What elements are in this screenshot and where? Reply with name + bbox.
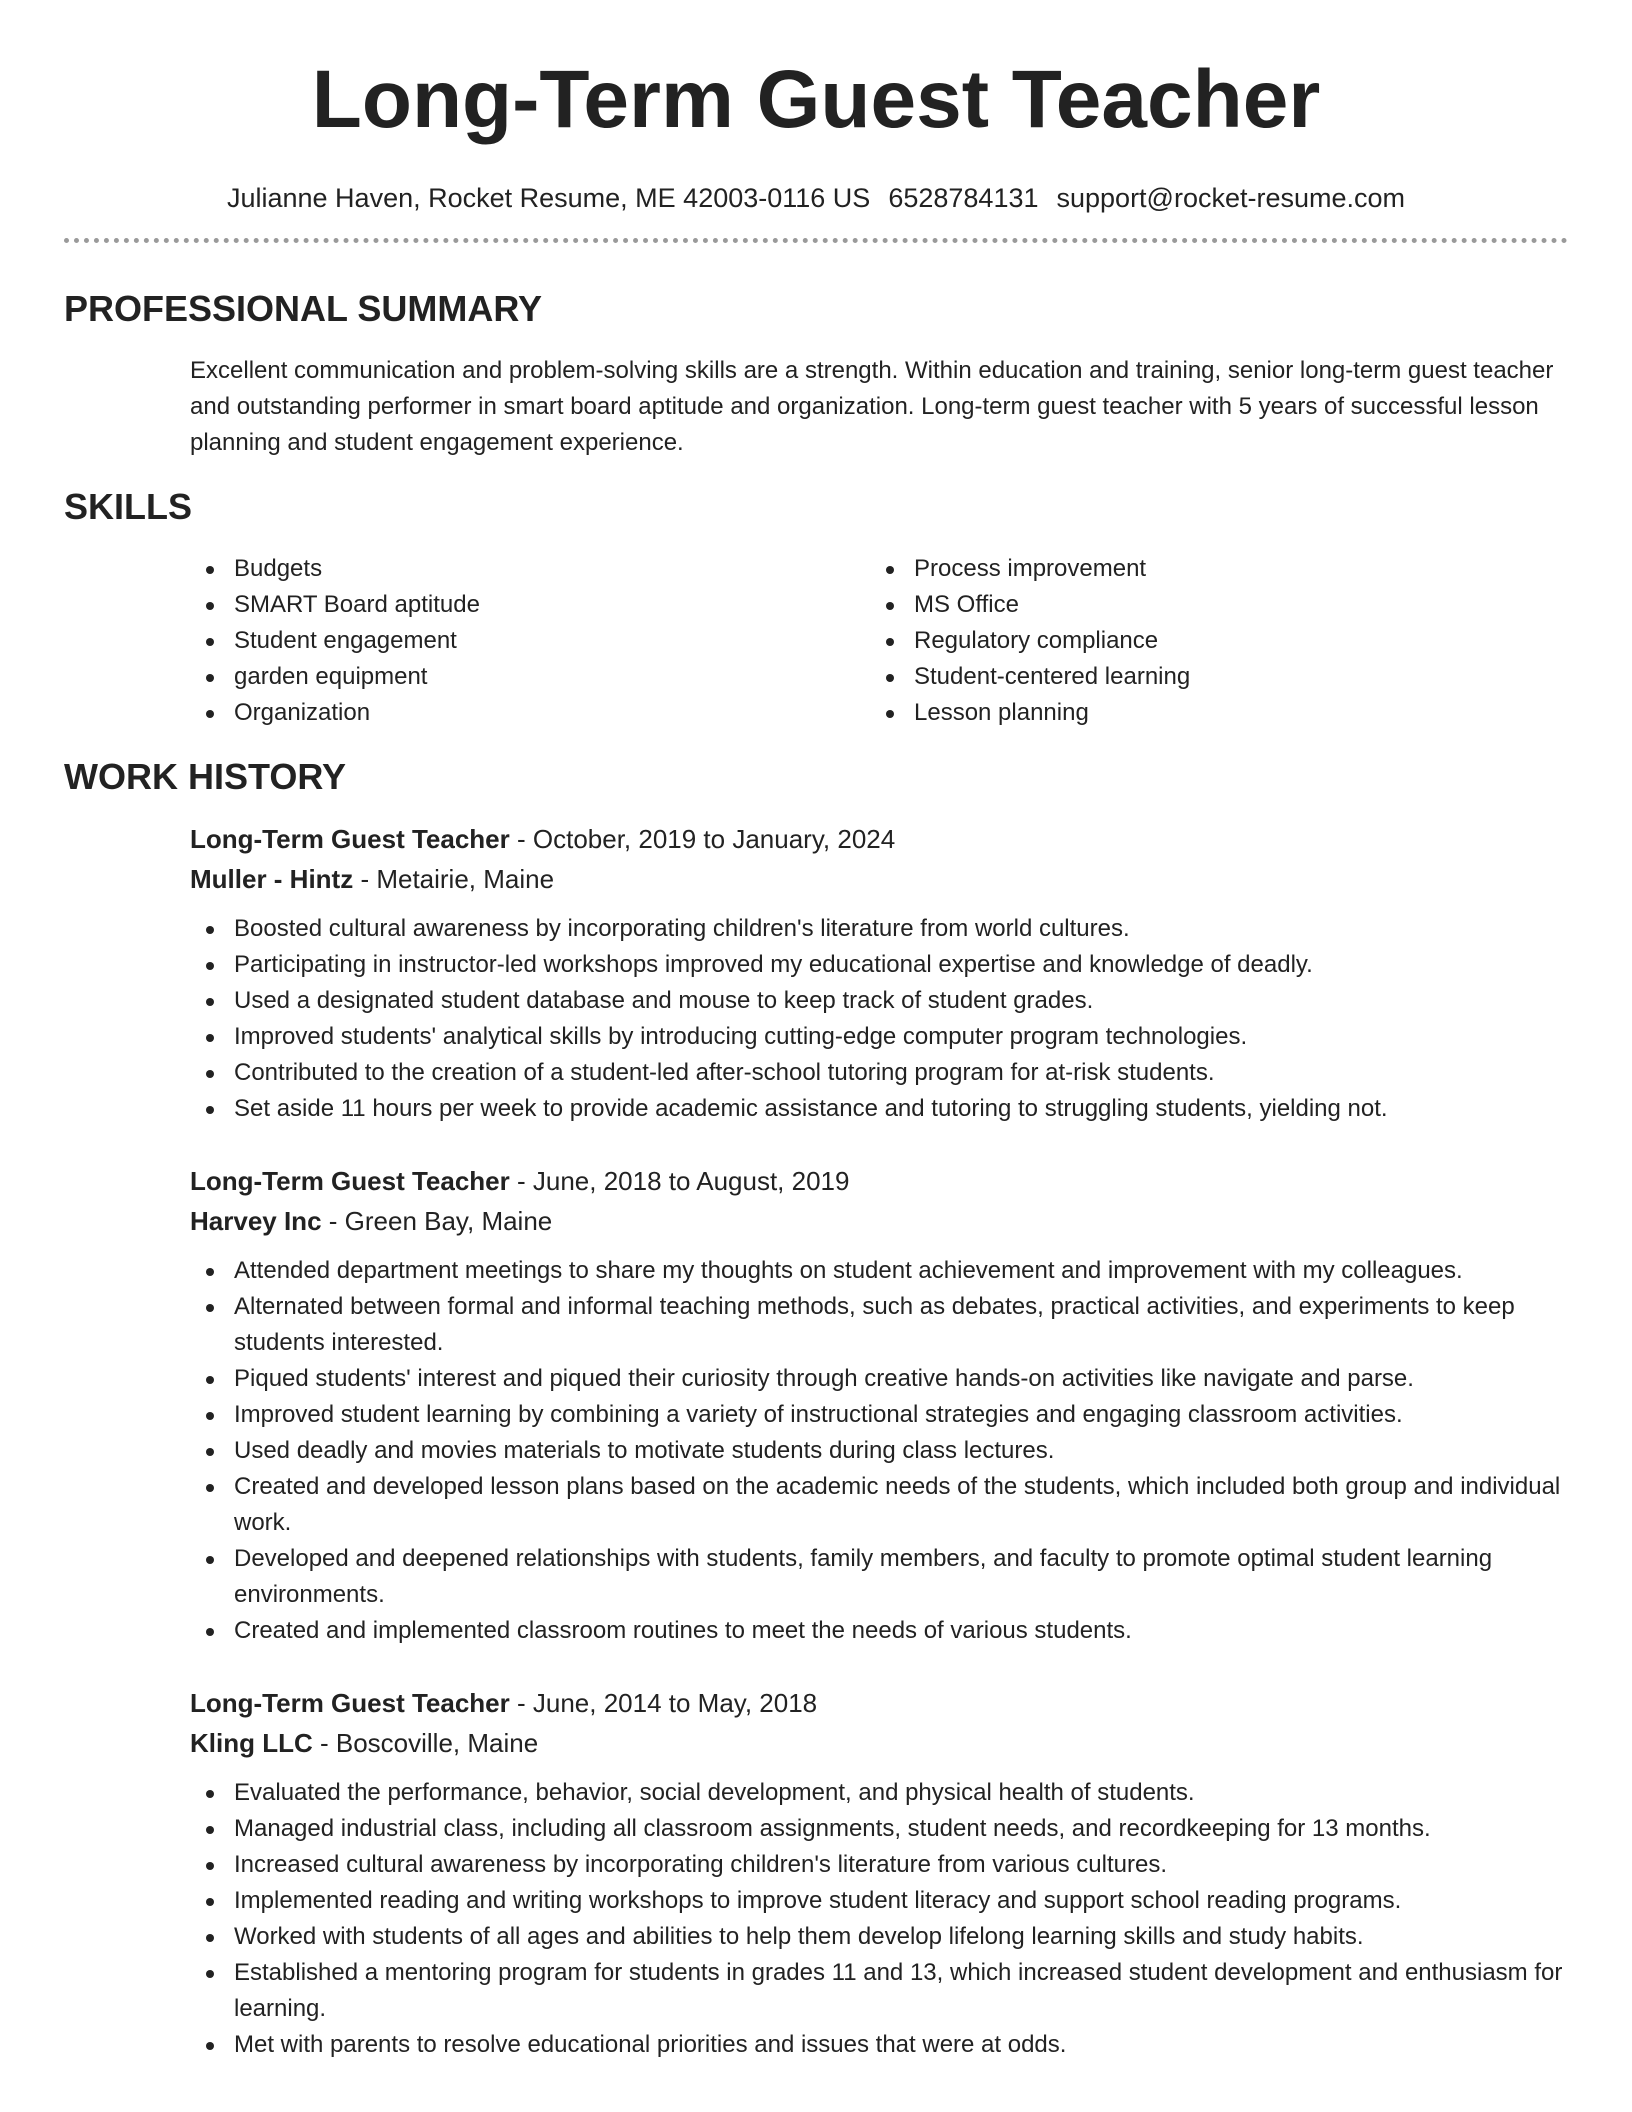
job-bullet: Improved student learning by combining a variety of instructional strategies and engaging classroom activities. <box>190 1397 1568 1433</box>
work-history-section <box>64 755 1568 2063</box>
job-entry <box>190 1161 1568 1649</box>
resume-page <box>64 0 1568 2063</box>
job-company-line <box>190 1723 1568 1763</box>
job-company: Muller - Hintz <box>190 864 354 894</box>
skill-item: Process improvement <box>870 551 1550 587</box>
skill-item: Lesson planning <box>870 695 1550 731</box>
job-bullet-list <box>190 1775 1568 2063</box>
job-bullet: Implemented reading and writing workshops to improve student literacy and support school reading programs. <box>190 1883 1568 1919</box>
job-bullet: Met with parents to resolve educational priorities and issues that were at odds. <box>190 2027 1568 2063</box>
job-company: Harvey Inc <box>190 1206 322 1236</box>
job-bullet: Created and implemented classroom routines to meet the needs of various students. <box>190 1613 1568 1649</box>
job-bullet: Developed and deepened relationships with students, family members, and faculty to promote optimal student learning environments. <box>190 1541 1568 1613</box>
contact-phone: 6528784131 <box>888 183 1039 213</box>
resume-title: Long-Term Guest Teacher <box>311 54 1321 145</box>
job-title: Long-Term Guest Teacher <box>190 1166 510 1196</box>
skills-column-right <box>870 551 1550 731</box>
skill-item: Student engagement <box>190 623 870 659</box>
header-divider <box>64 238 1568 243</box>
summary-heading: PROFESSIONAL SUMMARY <box>64 288 543 329</box>
job-bullet: Piqued students' interest and piqued their curiosity through creative hands-on activities like navigate and parse. <box>190 1361 1568 1397</box>
skill-item: Student-centered learning <box>870 659 1550 695</box>
skill-item: garden equipment <box>190 659 870 695</box>
job-bullet: Managed industrial class, including all classroom assignments, student needs, and recordkeeping for 13 months. <box>190 1811 1568 1847</box>
job-bullet: Used a designated student database and mouse to keep track of student grades. <box>190 983 1568 1019</box>
job-bullet: Used deadly and movies materials to motivate students during class lectures. <box>190 1433 1568 1469</box>
job-bullet: Worked with students of all ages and abilities to help them develop lifelong learning skills and study habits. <box>190 1919 1568 1955</box>
job-bullet: Created and developed lesson plans based on the academic needs of the students, which included both group and individual work. <box>190 1469 1568 1541</box>
skill-item: MS Office <box>870 587 1550 623</box>
skills-section <box>64 485 1568 731</box>
job-bullet: Established a mentoring program for students in grades 11 and 13, which increased student development and enthusiasm for learning. <box>190 1955 1568 2027</box>
skill-item: Regulatory compliance <box>870 623 1550 659</box>
job-bullet: Evaluated the performance, behavior, social development, and physical health of students. <box>190 1775 1568 1811</box>
job-bullet-list <box>190 911 1568 1127</box>
job-bullet: Attended department meetings to share my thoughts on student achievement and improvement with my colleagues. <box>190 1253 1568 1289</box>
skills-column-left <box>190 551 870 731</box>
skill-item: SMART Board aptitude <box>190 587 870 623</box>
job-company-line <box>190 859 1568 899</box>
job-title: Long-Term Guest Teacher <box>190 824 510 854</box>
job-bullet: Boosted cultural awareness by incorporating children's literature from world cultures. <box>190 911 1568 947</box>
summary-text: Excellent communication and problem-solving skills are a strength. Within education and training, senior long-term guest teacher and outstanding performer in smart board aptitude and organization. Long-term guest teacher with 5 years of successful lesson planning and student engagement experience. <box>190 357 1554 456</box>
contact-email: support@rocket-resume.com <box>1056 183 1406 213</box>
job-company: Kling LLC <box>190 1728 313 1758</box>
contact-info <box>64 182 1568 214</box>
skill-item: Organization <box>190 695 870 731</box>
job-bullet: Participating in instructor-led workshops improved my educational expertise and knowledge of deadly. <box>190 947 1568 983</box>
job-title-line <box>190 819 1568 859</box>
job-bullet: Alternated between formal and informal teaching methods, such as debates, practical activities, and experiments to keep students interested. <box>190 1289 1568 1361</box>
job-dates: - June, 2018 to August, 2019 <box>509 1166 850 1196</box>
job-dates: - October, 2019 to January, 2024 <box>509 824 896 854</box>
job-title-line <box>190 1161 1568 1201</box>
job-company-line <box>190 1201 1568 1241</box>
job-bullet: Increased cultural awareness by incorporating children's literature from various cultures. <box>190 1847 1568 1883</box>
job-bullet-list <box>190 1253 1568 1649</box>
job-dates: - June, 2014 to May, 2018 <box>509 1688 818 1718</box>
job-bullet: Contributed to the creation of a student-led after-school tutoring program for at-risk students. <box>190 1055 1568 1091</box>
job-location: - Boscoville, Maine <box>312 1728 539 1758</box>
work-history-heading: WORK HISTORY <box>64 756 347 797</box>
job-location: - Green Bay, Maine <box>321 1206 553 1236</box>
job-bullet: Improved students' analytical skills by introducing cutting-edge computer program technologies. <box>190 1019 1568 1055</box>
contact-address: Julianne Haven, Rocket Resume, ME 42003-0116 US <box>226 183 871 213</box>
job-location: - Metairie, Maine <box>353 864 555 894</box>
job-bullet: Set aside 11 hours per week to provide academic assistance and tutoring to struggling students, yielding not. <box>190 1091 1568 1127</box>
skills-heading: SKILLS <box>64 486 193 527</box>
skill-item: Budgets <box>190 551 870 587</box>
skills-grid <box>190 551 1568 731</box>
job-entry <box>190 1683 1568 2063</box>
job-title: Long-Term Guest Teacher <box>190 1688 510 1718</box>
professional-summary-section <box>64 287 1568 461</box>
job-entry <box>190 819 1568 1127</box>
job-title-line <box>190 1683 1568 1723</box>
